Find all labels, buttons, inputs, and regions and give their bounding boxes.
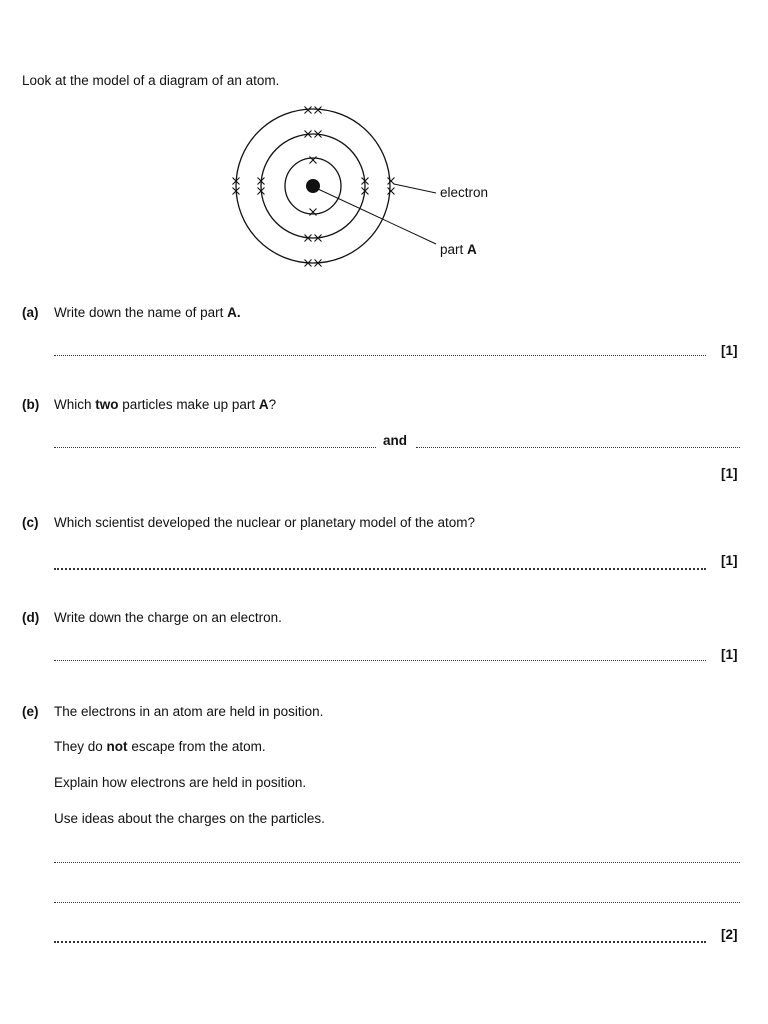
mark-e: [2]	[721, 927, 738, 942]
question-d-label: (d)	[22, 610, 40, 625]
question-d-text: Write down the charge on an electron.	[54, 610, 282, 625]
part-a-leader-line	[318, 189, 436, 244]
answer-line-b2[interactable]	[416, 447, 740, 448]
answer-line-c[interactable]	[54, 568, 706, 570]
answer-line-a[interactable]	[54, 355, 706, 356]
mark-b: [1]	[721, 466, 738, 481]
part-a-label: part A	[440, 242, 477, 257]
and-text: and	[383, 433, 408, 448]
electron-cross	[388, 188, 395, 195]
question-c-text: Which scientist developed the nuclear or planetary model of the atom?	[54, 515, 475, 530]
electron-leader-line	[394, 184, 436, 193]
question-b-label: (b)	[22, 397, 40, 412]
answer-line-b1[interactable]	[54, 447, 376, 448]
question-b-text: Which two particles make up part A?	[54, 397, 277, 412]
nucleus	[306, 179, 320, 193]
question-c-label: (c)	[22, 515, 39, 530]
question-e-line-2: They do not escape from the atom.	[54, 739, 266, 754]
mark-d: [1]	[721, 647, 738, 662]
mark-a: [1]	[721, 343, 738, 358]
question-a-label: (a)	[22, 305, 39, 320]
intro-text: Look at the model of a diagram of an atom.	[22, 73, 280, 88]
question-a-text: Write down the name of part A.	[54, 305, 241, 320]
electron-label: electron	[440, 185, 489, 200]
answer-line-e1[interactable]	[54, 862, 740, 863]
atom-diagram	[0, 0, 768, 300]
question-e-line-1: The electrons in an atom are held in position.	[54, 704, 324, 719]
answer-line-e2[interactable]	[54, 902, 740, 903]
answer-line-d[interactable]	[54, 660, 706, 661]
mark-c: [1]	[721, 553, 738, 568]
answer-line-e3[interactable]	[54, 941, 706, 943]
question-e-label: (e)	[22, 704, 39, 719]
question-e-line-3: Explain how electrons are held in position.	[54, 775, 307, 790]
question-e-line-4: Use ideas about the charges on the particles.	[54, 811, 325, 826]
electron-cross	[388, 178, 395, 185]
